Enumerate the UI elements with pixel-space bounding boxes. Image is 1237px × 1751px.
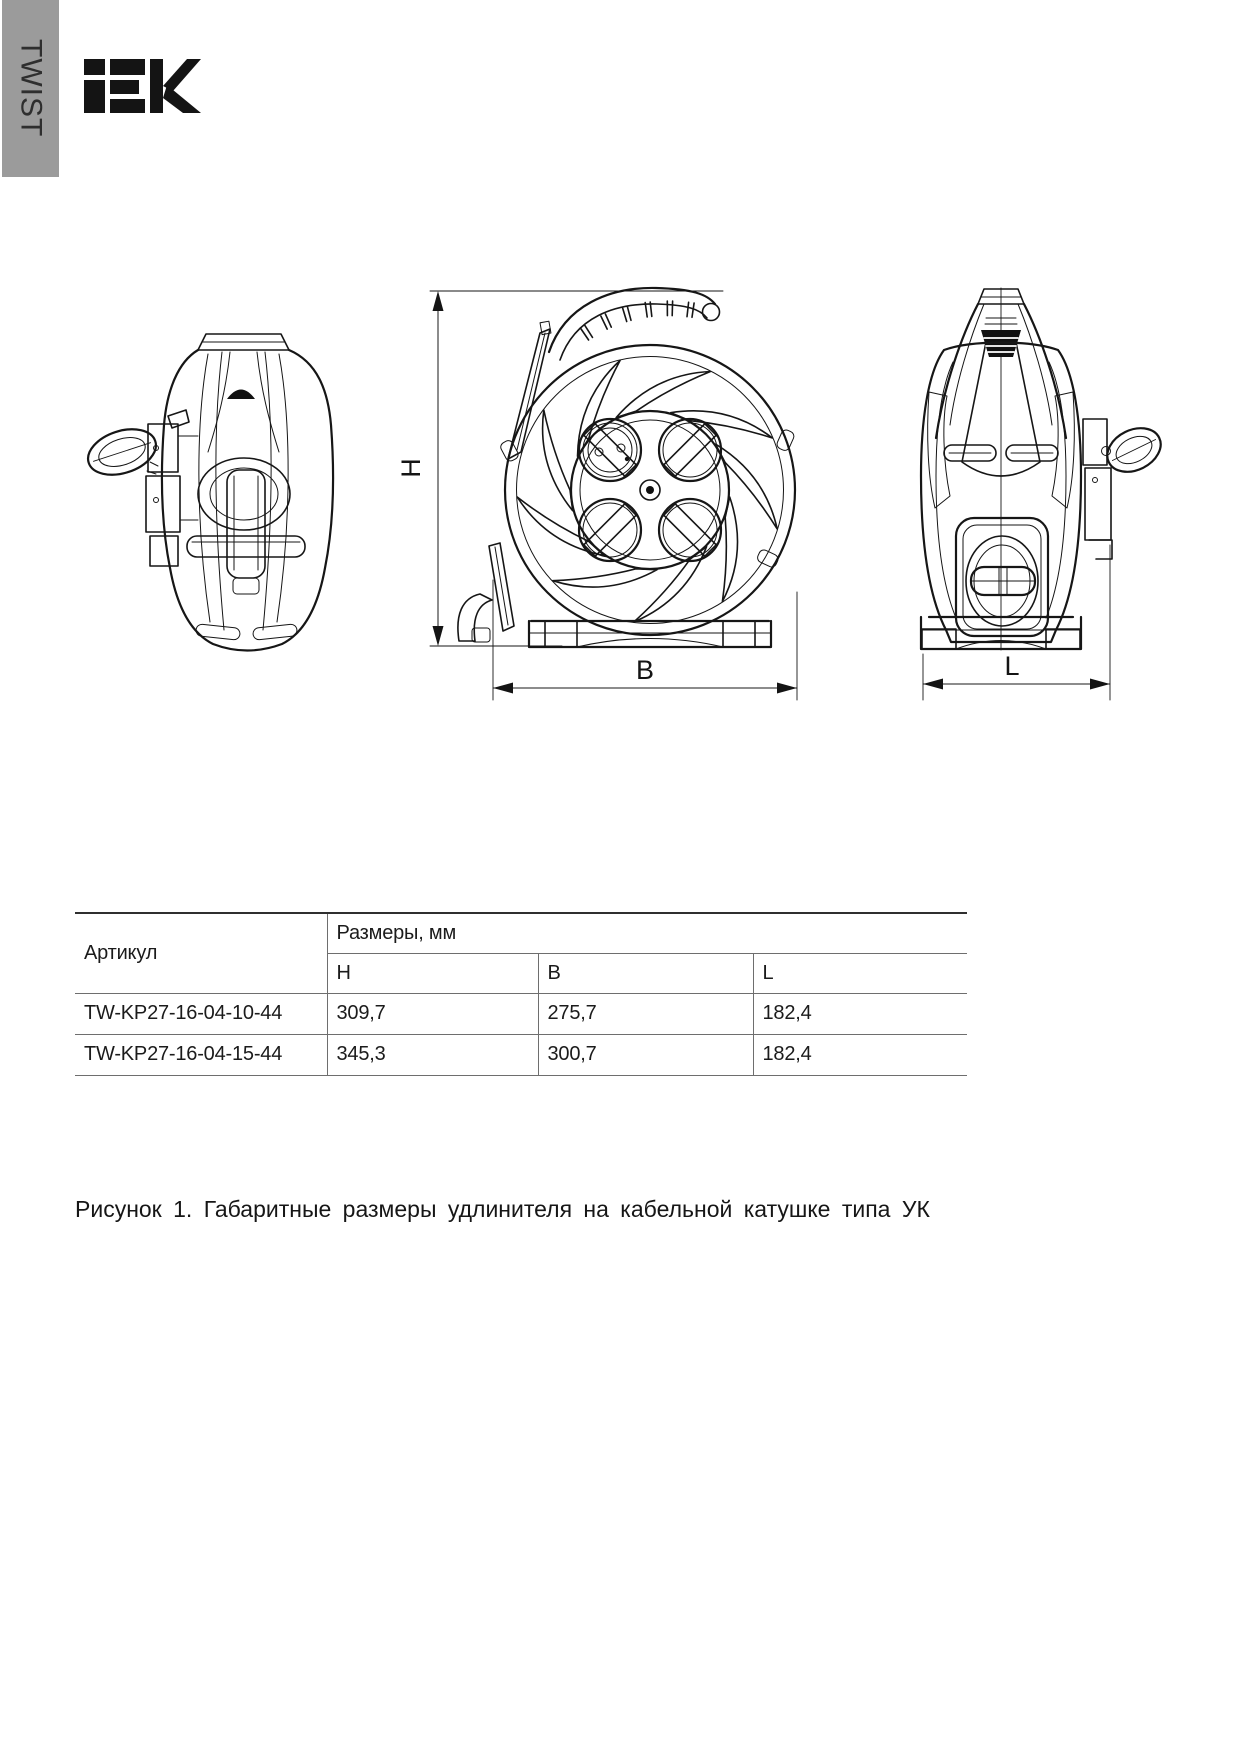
figure-side-view-right bbox=[900, 255, 1185, 710]
figure-side-view-left bbox=[80, 320, 340, 660]
table-header-dimensions-group: Размеры, мм bbox=[327, 913, 967, 953]
reel-side-right-drawing bbox=[921, 288, 1168, 650]
table-row bbox=[75, 993, 967, 1034]
figure-front-view bbox=[385, 255, 865, 710]
iek-logo-icon bbox=[83, 57, 201, 114]
reel-front-drawing bbox=[458, 288, 796, 647]
dimension-b bbox=[493, 580, 797, 700]
cell-l: 182,4 bbox=[753, 1034, 967, 1075]
figure-caption: Рисунок 1. Габаритные размеры удлинителя на кабельной катушке типа УК bbox=[75, 1196, 930, 1222]
table-header-article: Артикул bbox=[75, 913, 327, 993]
cell-article: TW-KP27-16-04-10-44 bbox=[75, 993, 327, 1034]
dimensions-table bbox=[75, 912, 967, 1076]
cell-l: 182,4 bbox=[753, 993, 967, 1034]
dimension-label-b: B bbox=[635, 655, 655, 685]
side-left-plug bbox=[82, 410, 198, 566]
cell-b: 275,7 bbox=[538, 993, 753, 1034]
winding-crank bbox=[956, 518, 1048, 636]
table-row bbox=[75, 1034, 967, 1075]
cell-b: 300,7 bbox=[538, 1034, 753, 1075]
brand-side-tab-label: TWIST bbox=[14, 39, 48, 138]
cell-h: 309,7 bbox=[327, 993, 538, 1034]
dimension-label-l: L bbox=[1004, 651, 1020, 681]
brand-side-tab bbox=[2, 0, 59, 177]
table-subheader-l: L bbox=[753, 953, 967, 993]
cell-article: TW-KP27-16-04-15-44 bbox=[75, 1034, 327, 1075]
table-subheader-b: B bbox=[538, 953, 753, 993]
table-subheader-h: H bbox=[327, 953, 538, 993]
cell-h: 345,3 bbox=[327, 1034, 538, 1075]
reel-side-left-drawing bbox=[162, 334, 333, 651]
side-right-plug bbox=[1083, 419, 1168, 559]
dimension-h bbox=[396, 291, 723, 646]
carry-handle bbox=[549, 288, 720, 360]
dimension-label-h: H bbox=[396, 458, 426, 478]
